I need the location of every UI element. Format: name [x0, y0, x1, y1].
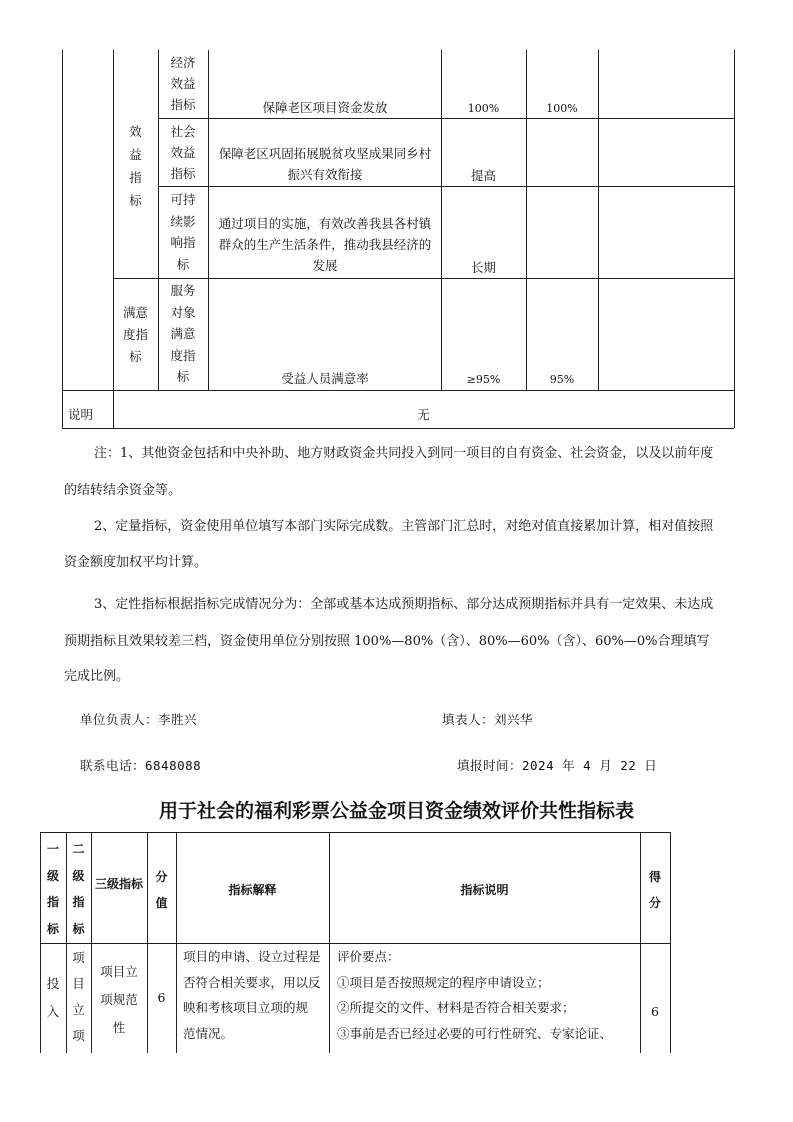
- header-explanation: 指标解释: [228, 883, 277, 897]
- indicator-text: 保障老区项目资金发放: [262, 100, 388, 115]
- target-value: ≥95%: [466, 373, 501, 386]
- indicator-text: 保障老区巩固拓展脱贫攻坚成果同乡村振兴有效衔接: [218, 146, 432, 182]
- l3-indicator-satisfaction: 服务 对象 满意 度指 标: [170, 283, 196, 384]
- target-value: 长期: [470, 260, 496, 275]
- row-level-1: 投 入: [46, 976, 60, 1019]
- header-description: 指标说明: [460, 883, 509, 897]
- remark-value: 无: [417, 407, 430, 422]
- l3-indicator-social: 社会 效益 指标: [170, 124, 196, 181]
- row-score: 6: [157, 990, 166, 1005]
- header-level-1: 一 级 指 标: [46, 842, 59, 936]
- row-description: 评价要点： ①项目是否按照规定的程序申请设立； ②所提交的文件、材料是否符合相关要求； ③事前是否已经过必要的可行性研究、专家论证、: [337, 949, 613, 1041]
- note-2-line-2: 资金额度加权平均计算。: [64, 555, 208, 570]
- header-level-3: 三级指标: [94, 877, 143, 891]
- satisfaction-indicator-label: 满意 度指 标: [122, 305, 148, 364]
- target-value: 提高: [470, 168, 496, 183]
- fill-date: 填报时间：2024 年 4 月 22 日: [457, 758, 658, 773]
- note-3-line-3: 完成比例。: [64, 669, 130, 684]
- row-explanation: 项目的申请、设立过程是 否符合相关要求，用以反 映和考核项目立项的规 范情况。: [183, 949, 321, 1041]
- actual-value: 95%: [549, 373, 575, 386]
- contact-phone: 联系电话：6848088: [80, 758, 202, 773]
- header-score: 分 值: [155, 870, 168, 910]
- row-obtained-score: 6: [651, 1004, 659, 1019]
- table2-title: 用于社会的福利彩票公益金项目资金绩效评价共性指标表: [158, 800, 634, 822]
- indicator-text: 受益人员满意率: [281, 371, 369, 386]
- row-level-3: 项目立 项规范 性: [100, 964, 138, 1035]
- actual-value: 100%: [546, 102, 578, 115]
- note-1-line-1: 注：1、其他资金包括和中央补助、地方财政资金共同投入到同一项目的自有资金、社会资金，以及以前年度: [94, 446, 714, 461]
- target-value: 100%: [467, 102, 500, 115]
- l3-indicator-economic: 经济 效益 指标: [170, 55, 196, 112]
- note-2-line-1: 2、定量指标，资金使用单位填写本部门实际完成数。主管部门汇总时，对绝对值直接累加计算，相对值按照: [94, 519, 714, 534]
- header-obtained-score: 得 分: [648, 870, 661, 910]
- note-3-line-1: 3、定性指标根据指标完成情况分为：全部或基本达成预期指标、部分达成预期指标并具有一定效果、未达成: [94, 597, 714, 612]
- form-filler: 填表人：刘兴华: [442, 712, 534, 727]
- remark-label: 说明: [68, 407, 94, 422]
- note-3-line-2: 预期指标且效果较差三档，资金使用单位分别按照 100%—80%（含）、80%—60%（含）、60%—0%合理填写: [64, 634, 710, 649]
- l3-indicator-sustainable: 可持 续影 响指 标: [170, 192, 196, 272]
- note-1-line-2: 的结转结余资金等。: [64, 483, 182, 498]
- indicator-text: 通过项目的实施，有效改善我县各村镇群众的生产生活条件，推动我县经济的发展: [218, 216, 432, 273]
- row-level-2: 项 目 立 项: [72, 950, 85, 1043]
- header-level-2: 二 级 指 标: [72, 842, 85, 936]
- benefit-indicator-label: 效 益 指 标: [129, 124, 142, 208]
- unit-head: 单位负责人：李胜兴: [80, 712, 198, 727]
